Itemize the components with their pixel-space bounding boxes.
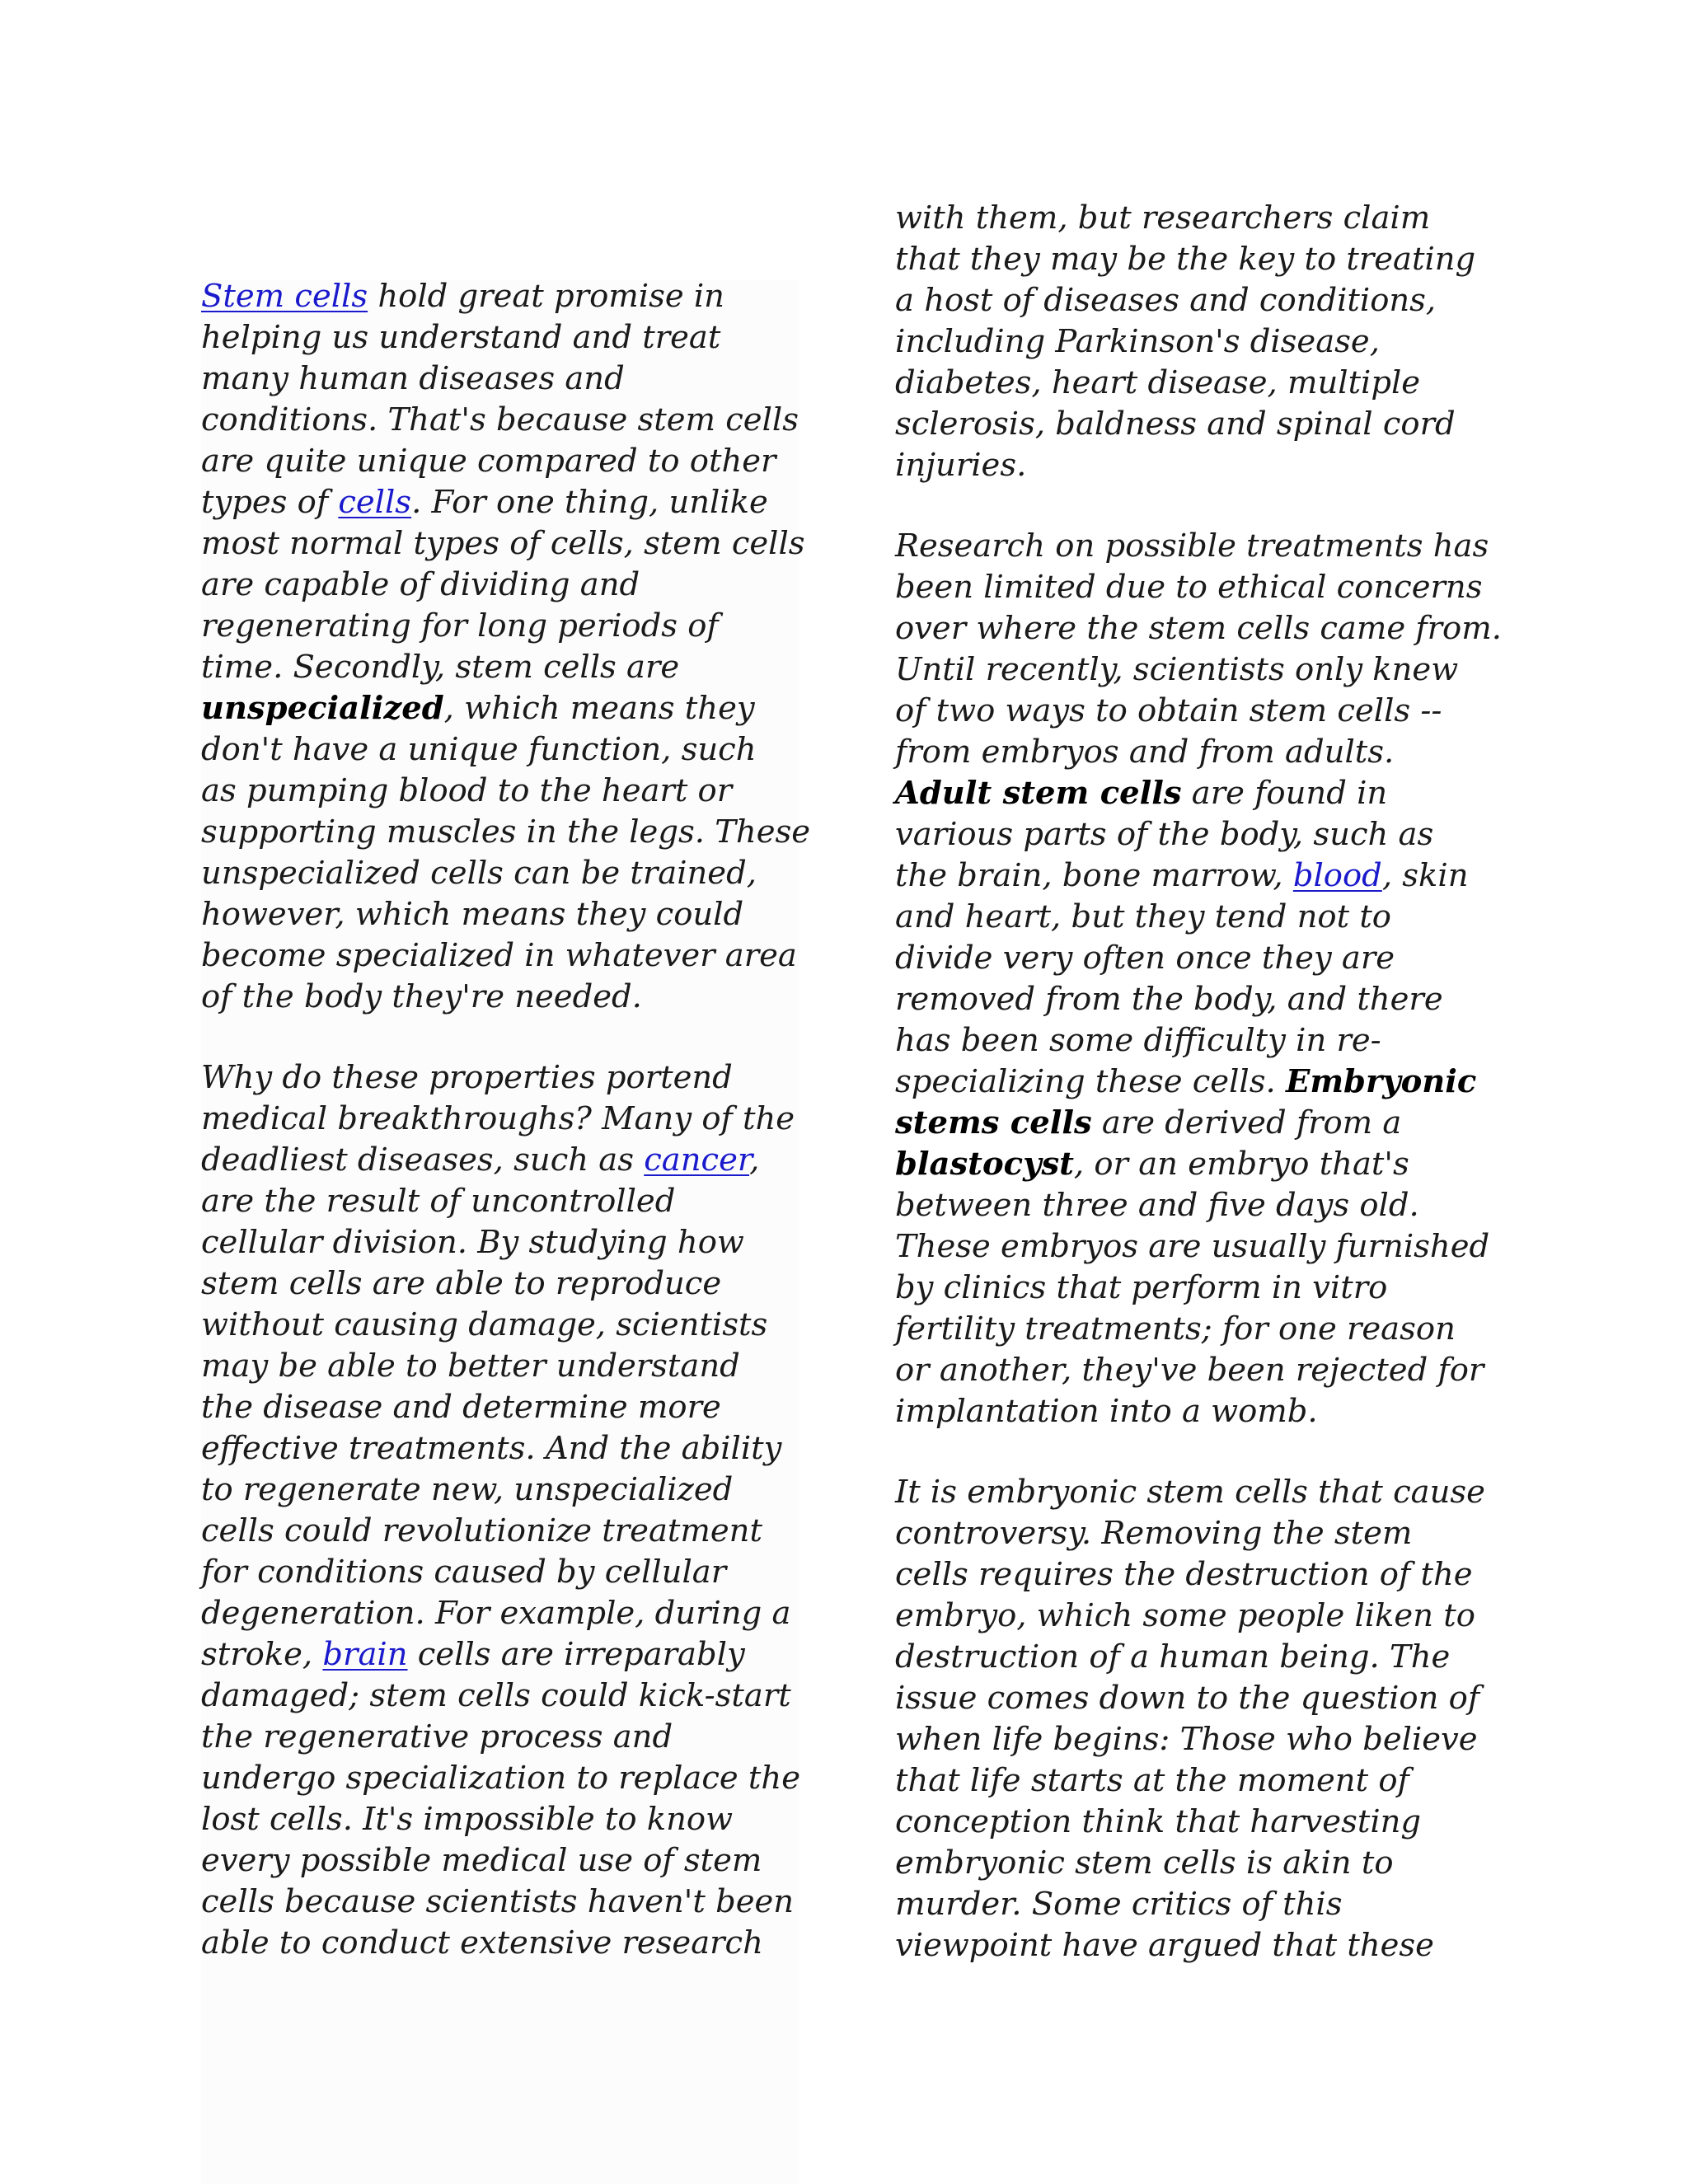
paragraph-gap [895,1432,1522,1472]
paragraph-gap [201,1018,811,1057]
text-line: every possible medical use of stem [201,1842,762,1879]
text-line: unspecialized cells can be trained, [201,855,757,892]
text-line: embryo, which some people liken to [895,1597,1475,1634]
text-span: are derived from a [1091,1104,1402,1141]
text-line: medical breakthroughs? Many of the [201,1100,795,1137]
text-span: are found in [1181,775,1388,812]
left-column [201,276,811,1964]
text-line: without causing damage, scientists [201,1306,768,1343]
text-line [895,1144,1522,1185]
text-line: by clinics that perform in vitro [895,1269,1388,1306]
text-line: diabetes, heart disease, multiple [895,364,1421,401]
text-span: stroke, [201,1636,323,1673]
text-line: are the result of uncontrolled [201,1183,676,1220]
text-line: between three and five days old. [895,1187,1419,1224]
text-span: , [749,1141,760,1179]
text-span: hold great promise in [368,278,724,315]
text-line: however, which means they could [201,896,744,933]
text-line: a host of diseases and conditions, [895,282,1437,319]
text-line: are capable of dividing and [201,566,640,603]
bold-term-blastocyst: blastocyst [895,1146,1074,1183]
text-span: cells are irreparably [407,1636,745,1673]
text-line [895,855,1522,897]
text-line: to regenerate new, unspecialized [201,1471,734,1508]
text-span: specializing these cells. [895,1063,1286,1100]
text-line: of the body they're needed. [201,978,642,1015]
text-line [201,276,811,317]
text-line: viewpoint have argued that these [895,1927,1434,1964]
text-line: embryonic stem cells is akin to [895,1844,1394,1882]
text-span: , skin [1381,857,1469,894]
text-line: many human diseases and [201,360,625,397]
paragraph-medical-breakthroughs [201,1057,811,1964]
text-line: cells requires the destruction of the [895,1556,1473,1593]
link-cells[interactable]: cells [338,484,412,521]
text-line: time. Secondly, stem cells are [201,649,680,686]
text-line: may be able to better understand [201,1347,740,1385]
link-blood[interactable]: blood [1292,857,1382,894]
text-line: conception think that harvesting [895,1803,1422,1840]
text-line: cells could revolutionize treatment [201,1512,762,1549]
text-line: divide very often once they are [895,940,1395,977]
text-line: destruction of a human being. The [895,1638,1451,1675]
text-line [895,1062,1522,1103]
text-line: Why do these properties portend [201,1059,733,1096]
text-line: or another, they've been rejected for [895,1352,1484,1389]
text-line: various parts of the body, such as [895,816,1434,853]
paragraph-gap [895,486,1522,526]
text-line: don't have a unique function, such [201,731,757,768]
text-line: Research on possible treatments has [895,527,1489,565]
text-line [201,1634,811,1675]
text-span: . For one thing, unlike [411,484,768,521]
text-line: cellular division. By studying how [201,1224,744,1261]
paragraph-controversy [895,1472,1522,1966]
text-line: Until recently, scientists only knew [895,651,1459,688]
text-line: fertility treatments; for one reason [895,1310,1456,1347]
link-brain[interactable]: brain [322,1636,408,1673]
text-line: that life starts at the moment of [895,1762,1409,1799]
text-line: the disease and determine more [201,1389,721,1426]
text-line [895,773,1522,814]
text-span: , which means they [443,690,755,727]
text-line: become specialized in whatever area [201,937,797,974]
text-line: injuries. [895,447,1027,484]
text-line: It is embryonic stem cells that cause [895,1474,1485,1511]
paragraph-continued-research [895,198,1522,486]
text-line: issue comes down to the question of [895,1680,1480,1717]
text-line: been limited due to ethical concerns [895,569,1483,606]
text-line: are quite unique compared to other [201,443,776,480]
text-line: with them, but researchers claim [895,199,1431,237]
text-line: degeneration. For example, during a [201,1595,791,1632]
text-line [201,1140,811,1181]
text-line: has been some difficulty in re- [895,1022,1381,1059]
text-line: as pumping blood to the heart or [201,772,733,809]
text-line: stem cells are able to reproduce [201,1265,722,1302]
text-line [201,482,811,523]
text-line [895,1103,1522,1144]
paragraph-research-limits [895,526,1522,1432]
text-line: undergo specialization to replace the [201,1760,800,1797]
text-line: able to conduct extensive research [201,1924,763,1961]
link-cancer[interactable]: cancer [644,1141,750,1179]
text-line: over where the stem cells came from. [895,610,1502,647]
text-line: These embryos are usually furnished [895,1228,1490,1265]
text-line: and heart, but they tend not to [895,898,1391,935]
right-column [895,198,1522,1966]
text-span: , or an embryo that's [1073,1146,1409,1183]
text-span: deadliest diseases, such as [201,1141,645,1179]
text-line: most normal types of cells, stem cells [201,525,805,562]
bold-term-embryonic: Embryonic [1285,1063,1477,1100]
text-line: effective treatments. And the ability [201,1430,782,1467]
text-line: of two ways to obtain stem cells -- [895,692,1442,729]
bold-term-adult-stem-cells: Adult stem cells [895,775,1182,812]
bold-term-unspecialized: unspecialized [201,690,444,727]
text-line: helping us understand and treat [201,319,721,356]
text-line: damaged; stem cells could kick-start [201,1677,791,1714]
text-line: including Parkinson's disease, [895,323,1380,360]
text-line: for conditions caused by cellular [201,1554,727,1591]
text-line: cells because scientists haven't been [201,1883,795,1920]
text-line: conditions. That's because stem cells [201,401,799,438]
text-span: the brain, bone marrow, [895,857,1293,894]
text-line: the regenerative process and [201,1718,673,1755]
text-line: sclerosis, baldness and spinal cord [895,405,1456,443]
text-line: when life begins: Those who believe [895,1721,1478,1758]
link-stem-cells[interactable]: Stem cells [201,278,368,315]
text-line: implantation into a womb. [895,1393,1318,1430]
text-line: murder. Some critics of this [895,1886,1343,1923]
text-line [201,688,811,729]
text-span: types of [201,484,339,521]
text-line: regenerating for long periods of [201,607,719,644]
text-line: removed from the body, and there [895,981,1443,1018]
text-line: from embryos and from adults. [895,733,1395,771]
text-line: controversy. Removing the stem [895,1515,1413,1552]
text-line: that they may be the key to treating [895,241,1476,278]
paragraph-stem-cells-intro [201,276,811,1018]
text-line: lost cells. It's impossible to know [201,1801,734,1838]
bold-term-stems-cells: stems cells [895,1104,1092,1141]
text-line: supporting muscles in the legs. These [201,813,811,851]
